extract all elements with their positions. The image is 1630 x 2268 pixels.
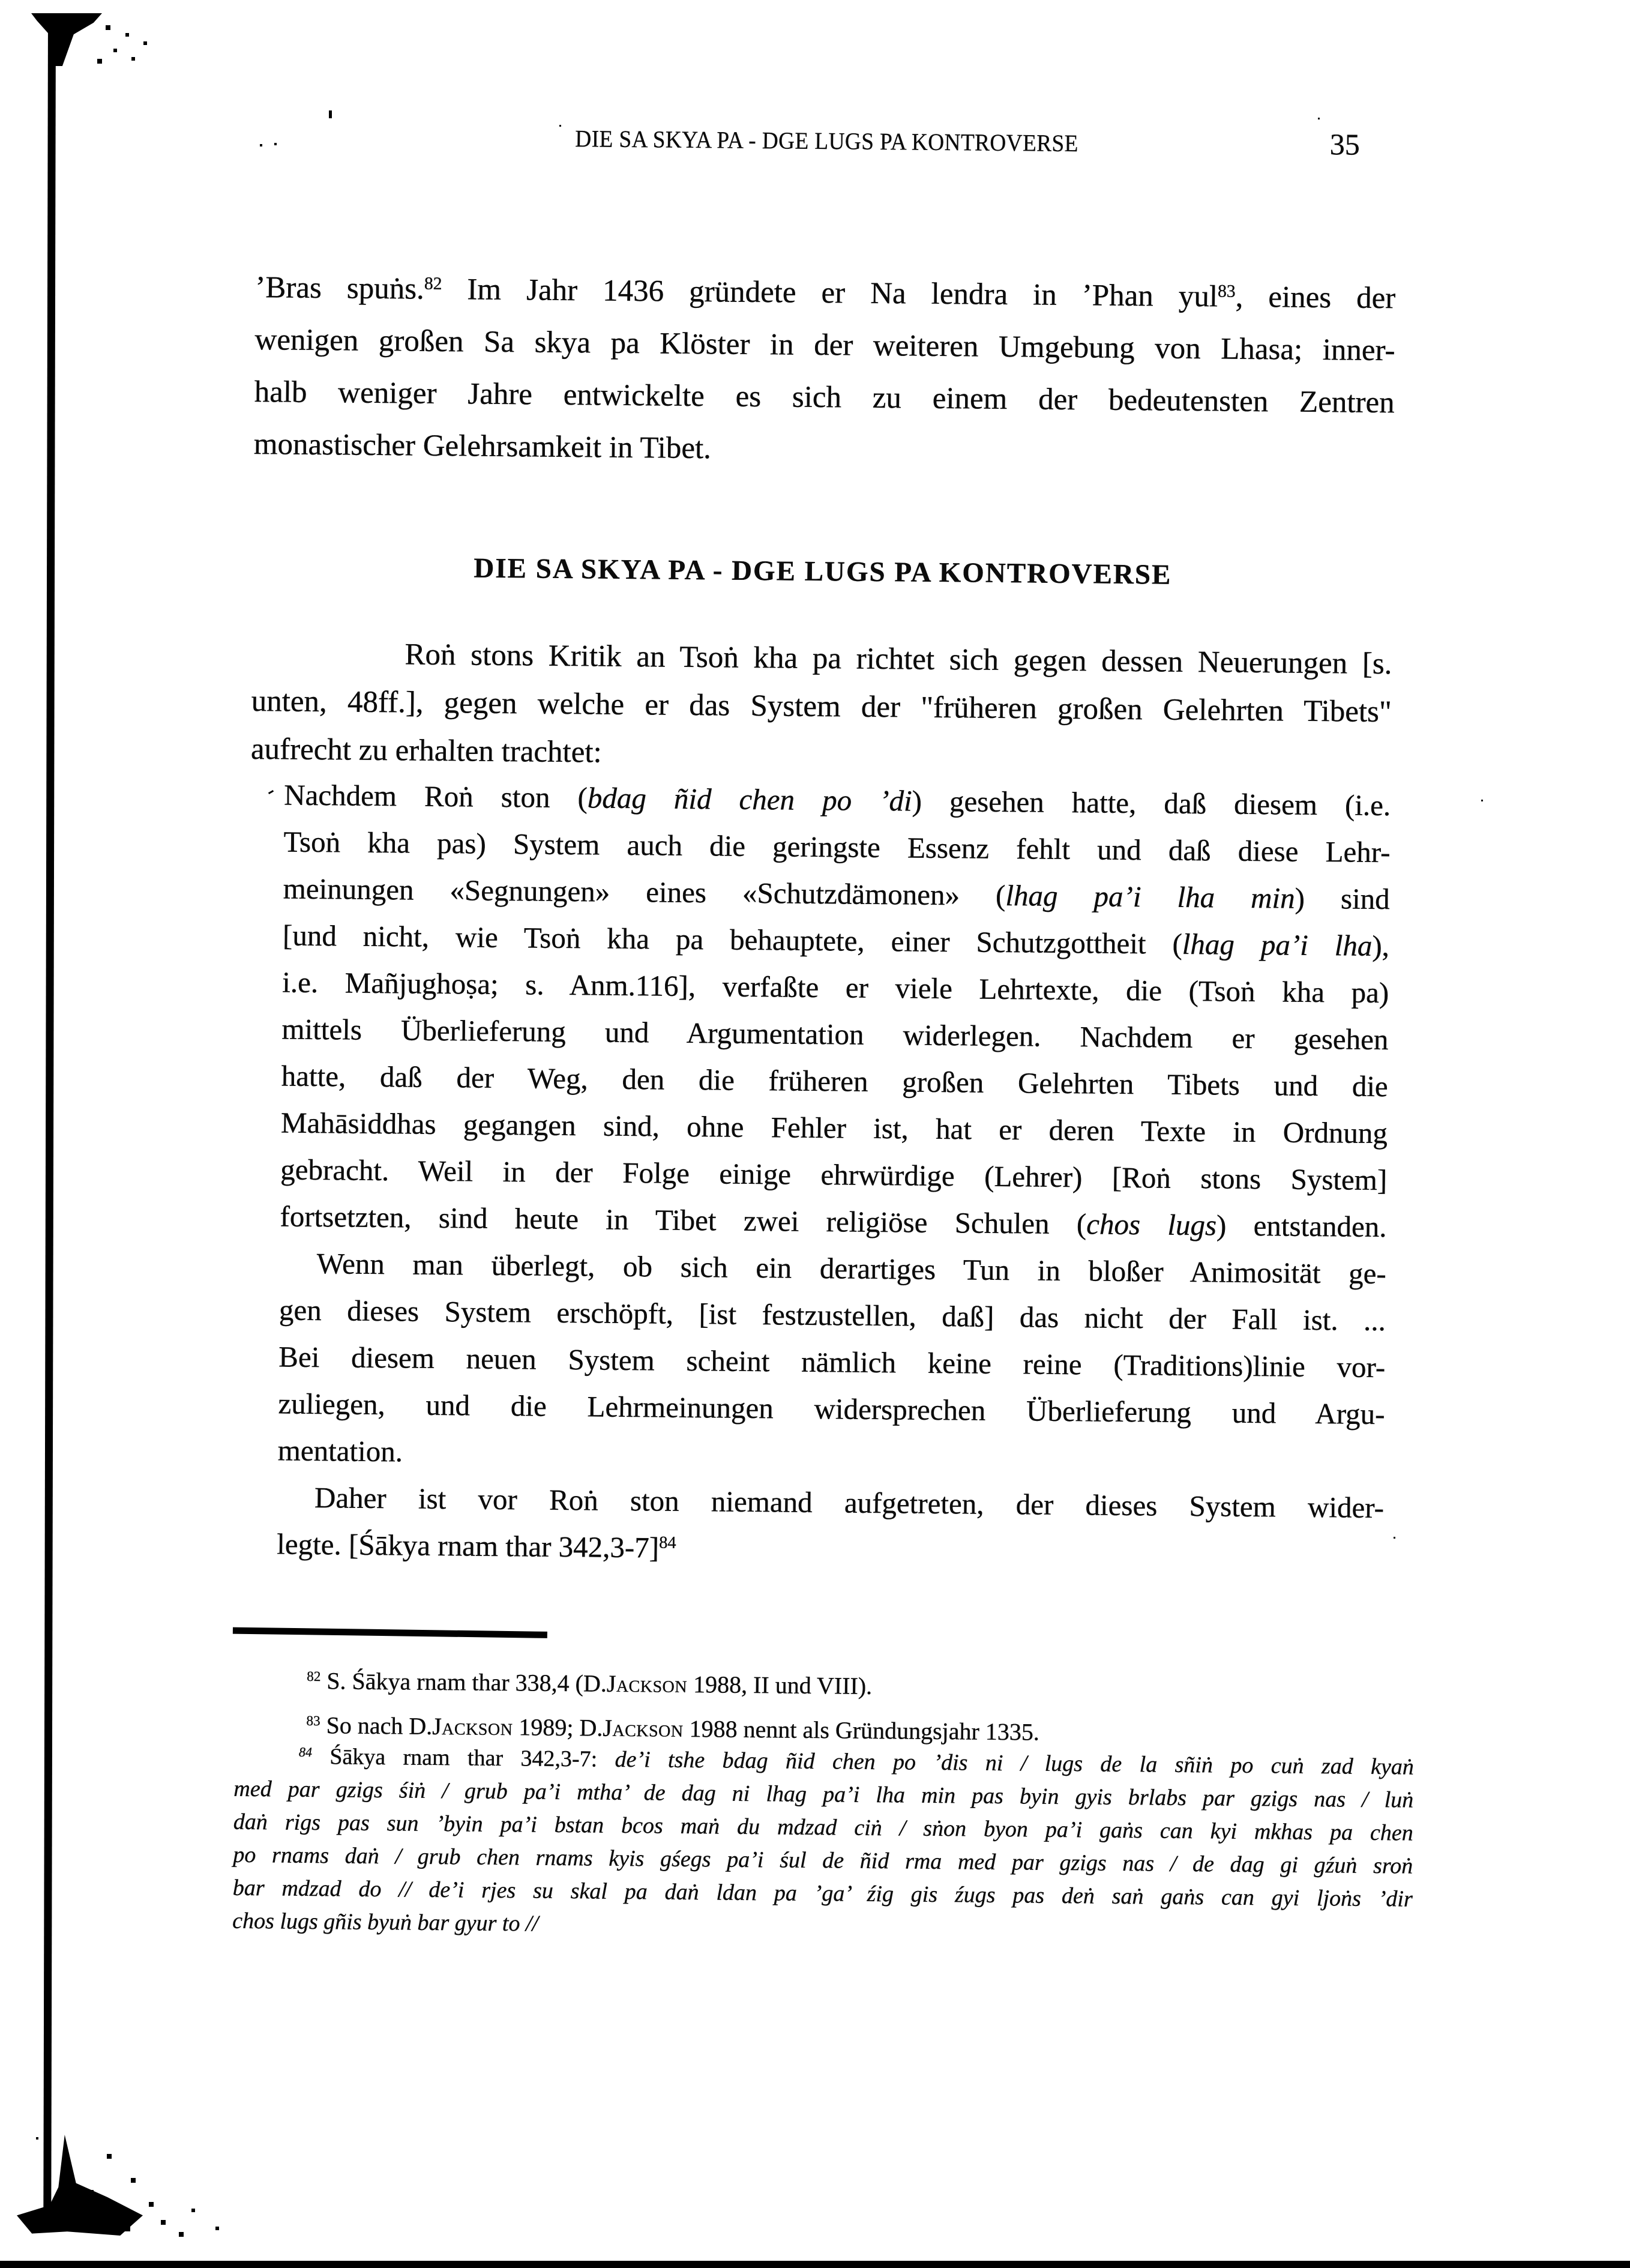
footnote-84	[232, 1740, 1414, 1949]
smallcaps-name: Jackson	[603, 1714, 684, 1742]
text-line: Daher ist vor Roṅ ston niemand aufgetreten, der dieses System wider-	[314, 1481, 1385, 1525]
text-line: mittels Überlieferung und Argumentation widerlegen. Nachdem er gesehen	[281, 1012, 1389, 1057]
text-line: mentation.	[277, 1434, 403, 1468]
footnote-rule	[233, 1627, 547, 1638]
text-line: legte. [Śākya rnam thar 342,3-7]$^{84}$	[277, 1527, 676, 1564]
text-line: Mahāsiddhas gegangen sind, ohne Fehler ist, hat er deren Texte in Ordnung	[280, 1106, 1388, 1150]
text-line: Tsoṅ kha pas) System auch die geringste Essenz fehlt und daß diese Lehr-	[283, 825, 1391, 869]
smallcaps-name: Jackson	[432, 1712, 513, 1741]
text-line: $^{83}$ So nach D.Jackson 1989; D.Jackson 1988 nennt als Gründungsjahr 1335.	[306, 1712, 1040, 1746]
italic-term: lhag pa’i lha min	[1005, 879, 1295, 915]
text-line: Nachdem Roṅ ston (bdag ñid chen po ’di) gesehen hatte, daß diesem (i.e.	[284, 778, 1391, 822]
bottom-scan-bar	[0, 2261, 1630, 2268]
scan-speckle	[329, 110, 332, 118]
text-line: Roṅ stons Kritik an Tsoṅ kha pa richtet sich gegen dessen Neuerungen [s.	[404, 638, 1392, 681]
block-quote	[277, 771, 1391, 1578]
ink-splatter	[17, 2135, 143, 2236]
text-line: bar mdzad do // de’i rjes su skal pa daṅ ldan pa ’ga’ źig gis źugs pas deṅ saṅ gaṅs can gyi ljoṅs ’dir	[232, 1875, 1413, 1912]
running-header	[257, 121, 1397, 160]
text-line: daṅ rigs pas sun ’byin pa’i bstan bcos maṅ du mdzad ciṅ / sṅon byon pa’i gaṅs can kyi mkhas pa chen	[233, 1809, 1413, 1846]
text-line: Bei diesem neuen System scheint nämlich keine reine (Traditions)linie vor-	[278, 1340, 1386, 1384]
page-content	[232, 0, 1415, 1937]
text-line: po rnams daṅ / grub chen rnams kyis gśegs pa’i śul de ñid rma med par gzigs nas / de dag gi gźuṅ sroṅ	[233, 1842, 1413, 1879]
text-line: ’Bras spuṅs.$^{82}$ Im Jahr 1436 gründete er Na lendra in ’Phan yul$^{83}$, eines der	[255, 270, 1396, 316]
footnote-ref: 83	[1217, 282, 1236, 301]
text-line: zuliegen, und die Lehrmeinungen widersprechen Überlieferung und Argu-	[278, 1387, 1385, 1431]
scan-speckle	[90, 18, 92, 20]
scan-speckle	[268, 790, 274, 794]
binding-shadow-top	[31, 13, 102, 66]
running-header-title: DIE SA SKYA PA - DGE LUGS PA KONTROVERSE	[575, 125, 1079, 157]
italic-term: bdag ñid chen po ’di	[587, 781, 912, 818]
footnote-ref: 83	[306, 1713, 320, 1730]
lead-paragraph	[251, 629, 1392, 784]
text-line: $^{82}$ S. Śākya rnam thar 338,4 (D.Jackson 1988, II und VIII).	[307, 1667, 873, 1699]
text-line: unten, 48ff.], gegen welche er das System der "früheren großen Gelehrten Tibets"	[251, 684, 1392, 729]
text-line: chos lugs gñis byuṅ bar gyur to //	[232, 1908, 539, 1937]
scan-speckle	[1318, 118, 1320, 119]
footnote-ref: 84	[298, 1744, 313, 1760]
roman-text: Śākya rnam thar 342,3-7:	[311, 1743, 615, 1772]
smallcaps-name: Jackson	[606, 1669, 688, 1698]
text-line: meinungen «Segnungen» eines «Schutzdämonen» (lhag pa’i lha min) sind	[283, 872, 1390, 916]
footnote-ref: 84	[659, 1533, 676, 1553]
text-line: hatte, daß der Weg, den die früheren großen Gelehrten Tibets und die	[281, 1059, 1388, 1103]
italic-term: chos lugs	[1086, 1207, 1217, 1242]
text-line: gebracht. Weil in der Folge einige ehrwürdige (Lehrer) [Roṅ stons System]	[280, 1153, 1388, 1197]
text-line: halb weniger Jahre entwickelte es sich zu einem der bedeutensten Zentren	[254, 375, 1395, 420]
text-line: med par gzigs śiṅ / grub pa’i mtha’ de dag ni lhag pa’i lha min pas byin gyis brlabs par gzigs nas / luṅ	[233, 1776, 1414, 1813]
scan-speckle	[1481, 800, 1483, 801]
text-line: monastischer Gelehrsamkeit in Tibet.	[253, 427, 712, 466]
footnote-ref: 82	[424, 274, 442, 294]
intro-paragraph	[253, 262, 1395, 481]
footnote-ref: 82	[307, 1669, 321, 1685]
text-line: Wenn man überlegt, ob sich ein derartiges Tun in bloßer Animosität ge-	[316, 1247, 1386, 1291]
scan-speckle	[36, 2137, 38, 2140]
italic-term: lhag pa’i lha	[1182, 927, 1373, 962]
binding-streak	[43, 16, 56, 2220]
section-heading: DIE SA SKYA PA - DGE LUGS PA KONTROVERSE	[474, 552, 1172, 591]
text-line: i.e. Mañjughoṣa; s. Anm.116], verfaßte er viele Lehrtexte, die (Tsoṅ kha pa)	[282, 965, 1389, 1010]
text-line: wenigen großen Sa skya pa Klöster in der weiteren Umgebung von Lhasa; inner-	[254, 322, 1395, 368]
text-line: aufrecht zu erhalten trachtet:	[250, 732, 602, 770]
text-line: [und nicht, wie Tsoṅ kha pa behauptete, einer Schutzgottheit (lhag pa’i lha),	[282, 918, 1390, 963]
text-line: fortsetzten, sind heute in Tibet zwei religiöse Schulen (chos lugs) entstanden.	[280, 1199, 1387, 1244]
scan-speckle	[1394, 1537, 1395, 1539]
page-number: 35	[1329, 127, 1361, 161]
footnote-82	[242, 1660, 1383, 1711]
text-line: gen dieses System erschöpft, [ist festzustellen, daß] das nicht der Fall ist. ...	[278, 1293, 1386, 1338]
text-line: $^{84}$ Śākya rnam thar 342,3-7: de’i tshe bdag ñid chen po ’dis ni / lugs de la sñiṅ po cuṅ zad kyaṅ	[298, 1743, 1415, 1780]
